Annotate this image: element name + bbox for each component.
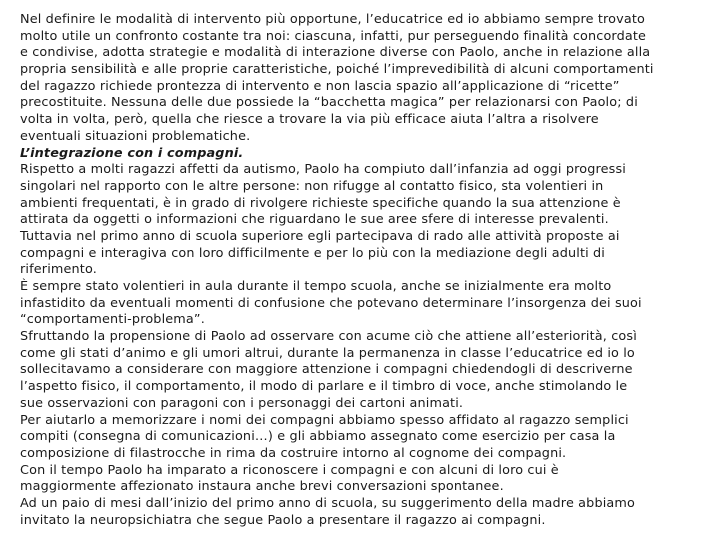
text-line: sollecitavamo a considerare con maggiore attenzione i compagni chiedendogli di descriverne <box>20 362 633 378</box>
text-line: riferimento. <box>20 262 97 278</box>
text-line: molto utile un confronto costante tra noi: ciascuna, infatti, pur perseguendo finalità concordate <box>20 28 647 44</box>
text-line: composizione di filastrocche in rima da costruire intorno al cognome dei compagni. <box>20 445 567 461</box>
text-line: Nel definire le modalità di intervento più opportune, l’educatrice ed io abbiamo sempre trovato <box>20 12 645 27</box>
text-line: Con il tempo Paolo ha imparato a riconoscere i compagni e con alcuni di loro cui è <box>20 462 559 478</box>
body-paragraph <box>20 162 700 529</box>
text-line: propria sensibilità e alle proprie caratteristiche, poiché l’imprevedibilità di alcuni comportamenti <box>20 62 654 78</box>
intro-paragraph <box>20 12 700 146</box>
text-line: Sfruttando la propensione di Paolo ad osservare con acume ciò che attiene all’esteriorità, così <box>20 329 637 345</box>
text-line: come gli stati d’animo e gli umori altrui, durante la permanenza in classe l’educatrice ed io lo <box>20 345 635 361</box>
document-page <box>20 12 700 529</box>
text-line: Ad un paio di mesi dall’inizio del primo anno di scuola, su suggerimento della madre abbiamo <box>20 495 636 511</box>
text-line: “comportamenti-problema”. <box>20 312 205 328</box>
text-line: È sempre stato volentieri in aula durante il tempo scuola, anche se inizialmente era molto <box>20 279 612 294</box>
text-line: e condivise, adotta strategie e modalità di interazione diverse con Paolo, anche in relazione alla <box>20 45 651 61</box>
text-line: volta in volta, però, quella che riesce a trovare la via più efficace aiuta l’altra a risolvere <box>20 112 599 128</box>
text-line: Tuttavia nel primo anno di scuola superiore egli partecipava di rado alle attività proposte ai <box>20 228 620 244</box>
text-line: compagni e interagiva con loro difficilmente e per lo più con la mediazione degli adulti di <box>20 245 606 261</box>
section-heading: L’integrazione con i compagni. <box>20 145 244 161</box>
text-line: Per aiutarlo a memorizzare i nomi dei compagni abbiamo spesso affidato al ragazzo semplici <box>20 412 629 428</box>
text-line: singolari nel rapporto con le altre persone: non rifugge al contatto fisico, sta volentieri in <box>20 178 604 194</box>
text-line: attirata da oggetti o informazioni che riguardano le sue aree sfere di interesse prevalenti. <box>20 212 609 228</box>
text-line: maggiormente affezionato instaura anche brevi conversazioni spontanee. <box>20 479 504 495</box>
text-line: eventuali situazioni problematiche. <box>20 128 251 144</box>
text-line: l’aspetto fisico, il comportamento, il modo di parlare e il timbro di voce, anche stimolando le <box>20 379 628 395</box>
text-line: compiti (consegna di comunicazioni…) e gli abbiamo assegnato come esercizio per casa la <box>20 429 616 445</box>
text-line: infastidito da eventuali momenti di confusione che potevano determinare l’insorgenza dei suoi <box>20 295 642 311</box>
text-line: Rispetto a molti ragazzi affetti da autismo, Paolo ha compiuto dall’infanzia ad oggi progressi <box>20 162 627 178</box>
text-line: sue osservazioni con paragoni con i personaggi dei cartoni animati. <box>20 395 464 411</box>
text-line: del ragazzo richiede prontezza di intervento e non lascia spazio all’applicazione di “ricette” <box>20 78 620 94</box>
text-line: invitato la neuropsichiatra che segue Paolo a presentare il ragazzo ai compagni. <box>20 512 546 528</box>
text-line: precostituite. Nessuna delle due possiede la “bacchetta magica” per relazionarsi con Paolo; di <box>20 95 638 111</box>
text-line: ambienti frequentati, è in grado di rivolgere richieste specifiche quando la sua attenzione è <box>20 195 621 211</box>
